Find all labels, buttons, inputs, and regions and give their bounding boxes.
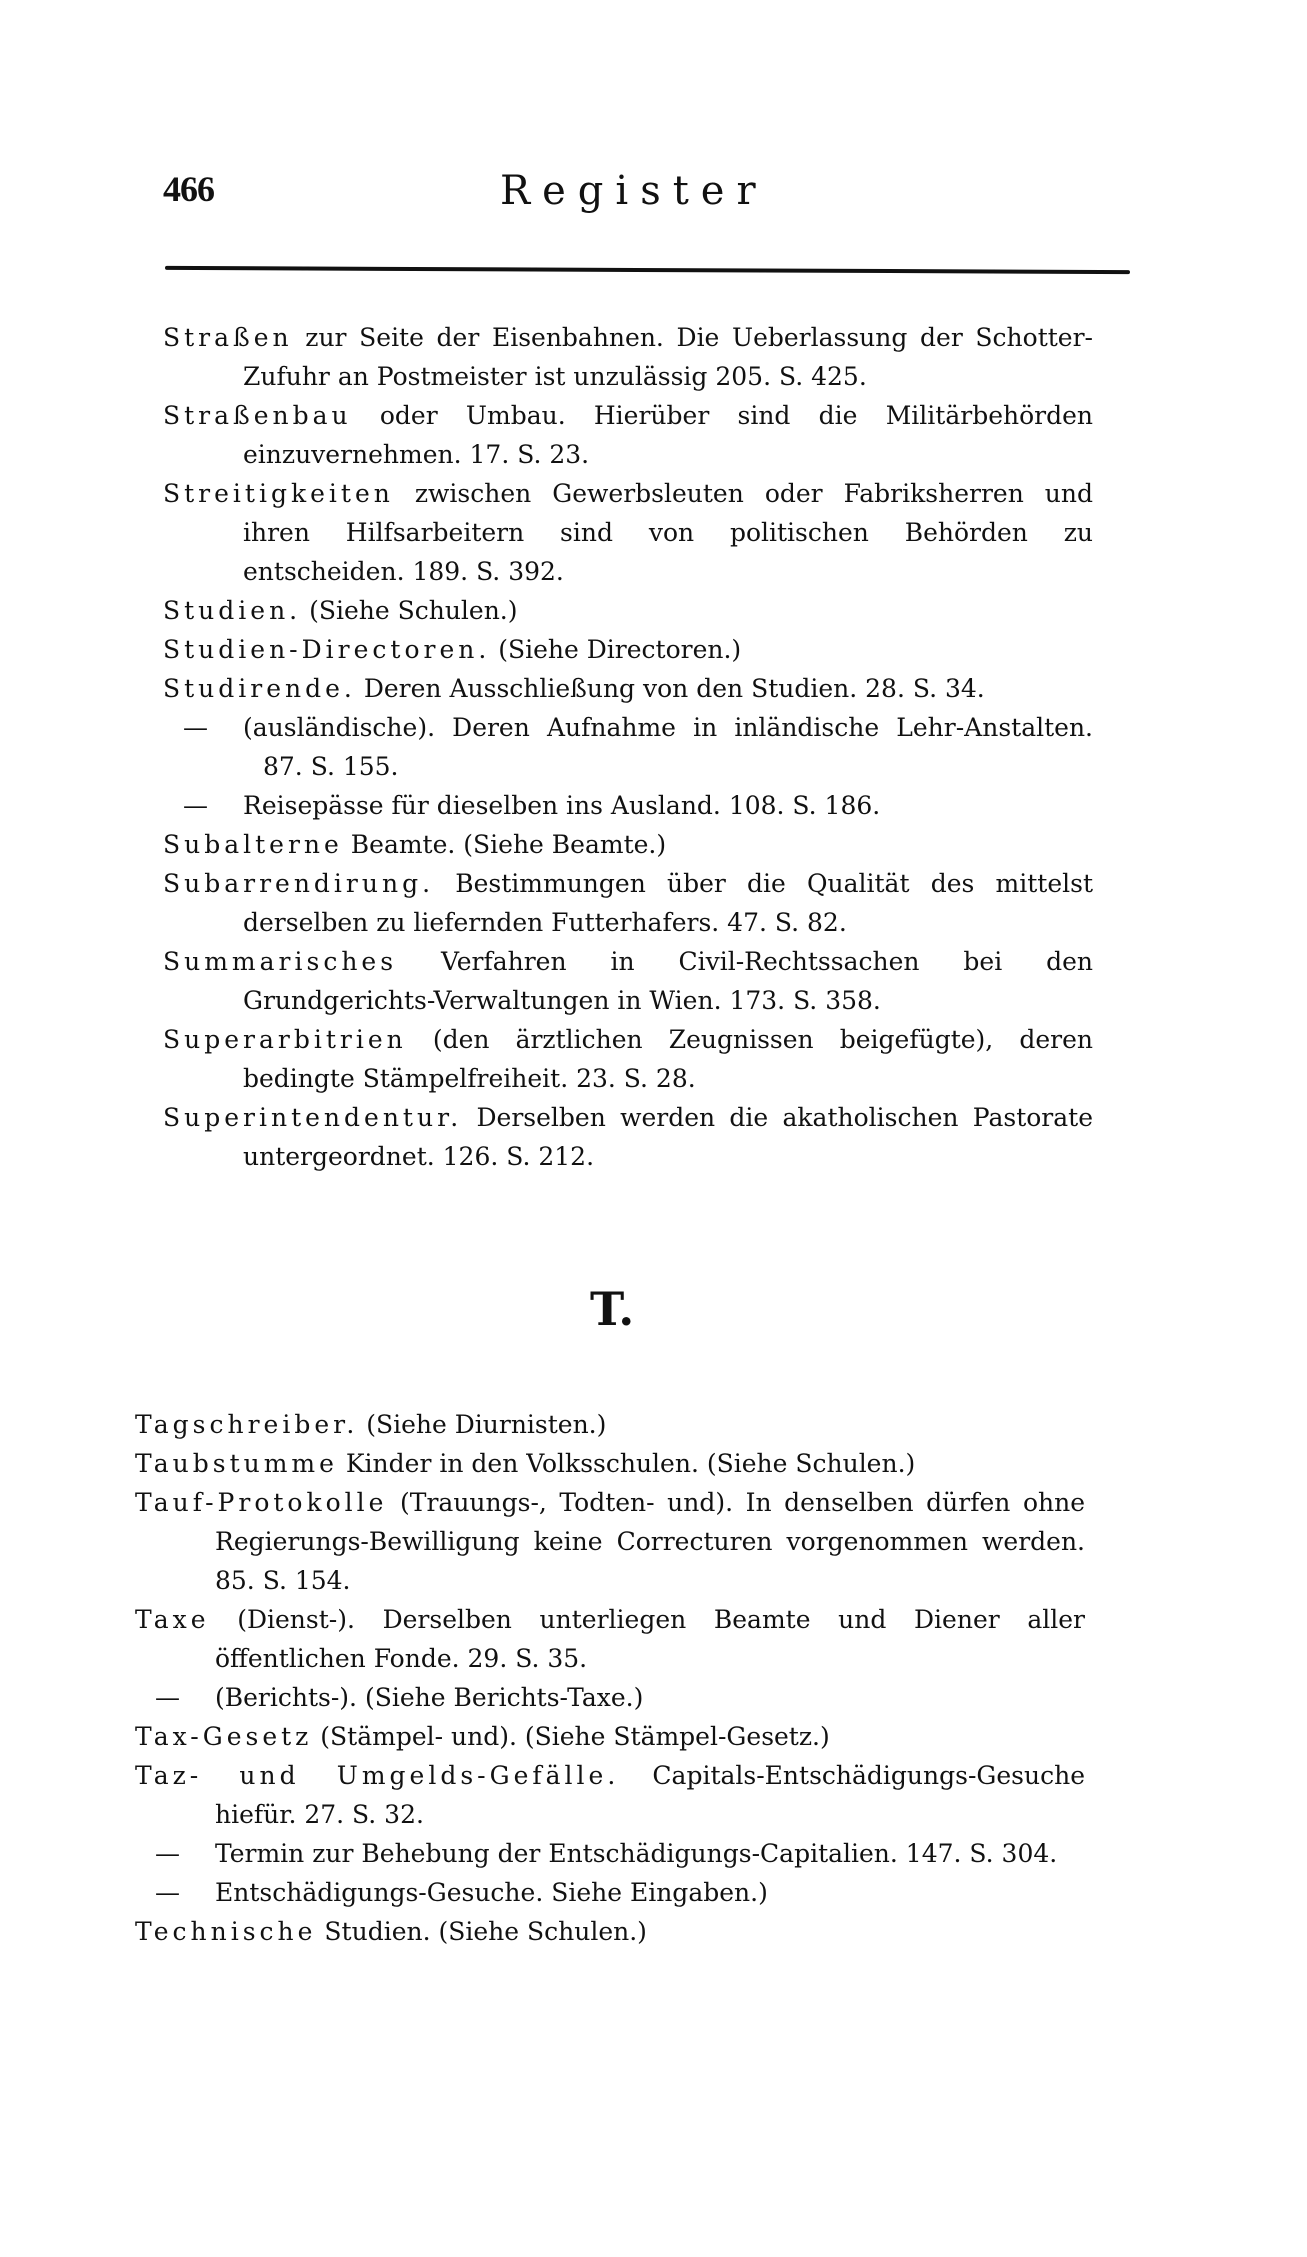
index-subentry <box>155 1678 1085 1717</box>
entry-headword: Tax-Gesetz <box>135 1722 313 1751</box>
index-entry <box>163 591 1093 630</box>
index-entry <box>135 1912 1085 1951</box>
subentry-dash: — <box>183 791 208 820</box>
entry-headword: Superintendentur. <box>163 1103 463 1132</box>
entry-headword: Studirende. <box>163 674 356 703</box>
entry-headword: Taxe <box>135 1605 210 1634</box>
entry-headword: Tagschreiber. <box>135 1410 359 1439</box>
entry-text: Beamte. (Siehe Beamte.) <box>342 830 667 859</box>
index-entry <box>163 942 1093 1020</box>
header-rule <box>165 266 1130 274</box>
subentry-dash: — <box>155 1683 180 1712</box>
entry-text: zwischen Gewerbsleuten oder Fabriksherren und ihren Hilfsarbeitern sind von politischen Behörden zu entscheiden. 189. S. 392. <box>243 479 1093 586</box>
index-entry <box>163 1020 1093 1098</box>
entry-headword: Summarisches <box>163 947 398 976</box>
subentry-dash: — <box>155 1878 180 1907</box>
index-entry <box>135 1444 1085 1483</box>
entry-text: (Dienst-). Derselben unterliegen Beamte und Diener aller öffentlichen Fonde. 29. S. 35. <box>209 1605 1085 1673</box>
subentry-text: Entschädigungs-Gesuche. Siehe Eingaben.) <box>215 1878 768 1907</box>
entry-text: zur Seite der Eisenbahnen. Die Ueberlassung der Schotter-Zufuhr an Postmeister ist unzulässig 205. S. 425. <box>243 323 1093 391</box>
index-entry <box>135 1405 1085 1444</box>
index-entry <box>135 1483 1085 1600</box>
entry-headword: Subalterne <box>163 830 343 859</box>
entry-text: (den ärztlichen Zeugnissen beigefügte), deren bedingte Stämpelfreiheit. 23. S. 28. <box>243 1025 1093 1093</box>
entry-headword: Technische <box>135 1917 317 1946</box>
index-entry <box>163 864 1093 942</box>
index-subentry <box>183 786 1093 825</box>
entry-headword: Streitigkeiten <box>163 479 394 508</box>
index-entry <box>163 1098 1093 1176</box>
entry-text: (Stämpel- und). (Siehe Stämpel-Gesetz.) <box>312 1722 830 1751</box>
entry-text: (Siehe Schulen.) <box>301 596 518 625</box>
entry-headword: Studien. <box>163 596 302 625</box>
index-section-s <box>163 318 1093 1176</box>
section-letter-t: T. <box>590 1282 635 1336</box>
subentry-text: (Berichts-). (Siehe Berichts-Taxe.) <box>215 1683 644 1712</box>
entry-text: oder Umbau. Hierüber sind die Militärbehörden einzuvernehmen. 17. S. 23. <box>243 401 1093 469</box>
index-entry <box>135 1600 1085 1678</box>
entry-headword: Straßen <box>163 323 293 352</box>
subentry-text: (ausländische). Deren Aufnahme in inländische Lehr-Anstalten. 87. S. 155. <box>243 713 1093 781</box>
entry-text: Bestimmungen über die Qualität des mittelst derselben zu liefernden Futterhafers. 47. S. 82. <box>243 869 1093 937</box>
entry-text: Studien. (Siehe Schulen.) <box>316 1917 647 1946</box>
index-entry <box>163 474 1093 591</box>
index-entry <box>135 1756 1085 1834</box>
entry-headword: Superarbitrien <box>163 1025 407 1054</box>
entry-headword: Studien-Directoren. <box>163 635 491 664</box>
index-entry <box>163 396 1093 474</box>
entry-text: Capitals-Entschädigungs-Gesuche hiefür. 27. S. 32. <box>215 1761 1085 1829</box>
index-entry <box>163 630 1093 669</box>
entry-text: Derselben werden die akatholischen Pastorate untergeordnet. 126. S. 212. <box>243 1103 1093 1171</box>
entry-text: Deren Ausschließung von den Studien. 28. S. 34. <box>355 674 985 703</box>
subentry-text: Termin zur Behebung der Entschädigungs-Capitalien. 147. S. 304. <box>215 1839 1058 1868</box>
entry-text: (Trauungs-, Todten- und). In denselben dürfen ohne Regierungs-Bewilligung keine Correcturen vorgenommen werden. 85. S. 154. <box>215 1488 1085 1595</box>
entry-headword: Taubstumme <box>135 1449 338 1478</box>
entry-headword: Tauf-Protokolle <box>135 1488 388 1517</box>
index-section-t <box>135 1405 1085 1951</box>
entry-text: (Siehe Directoren.) <box>490 635 742 664</box>
index-subentry <box>155 1873 1085 1912</box>
subentry-dash: — <box>155 1839 180 1868</box>
subentry-dash: — <box>183 713 208 742</box>
entry-text: Verfahren in Civil-Rechtssachen bei den Grundgerichts-Verwaltungen in Wien. 173. S. 358. <box>243 947 1093 1015</box>
running-head-title: Register <box>500 168 768 214</box>
subentry-text: Reisepässe für dieselben ins Ausland. 108. S. 186. <box>243 791 881 820</box>
entry-text: (Siehe Diurnisten.) <box>358 1410 607 1439</box>
index-subentry <box>155 1834 1085 1873</box>
entry-text: Kinder in den Volksschulen. (Siehe Schulen.) <box>337 1449 916 1478</box>
entry-headword: Taz- und Umgelds-Gefälle. <box>135 1761 620 1790</box>
index-entry <box>135 1717 1085 1756</box>
page-number: 466 <box>163 169 214 209</box>
index-entry <box>163 318 1093 396</box>
index-subentry <box>183 708 1093 786</box>
index-entry <box>163 669 1093 708</box>
index-entry <box>163 825 1093 864</box>
entry-headword: Subarrendirung. <box>163 869 435 898</box>
entry-headword: Straßenbau <box>163 401 352 430</box>
